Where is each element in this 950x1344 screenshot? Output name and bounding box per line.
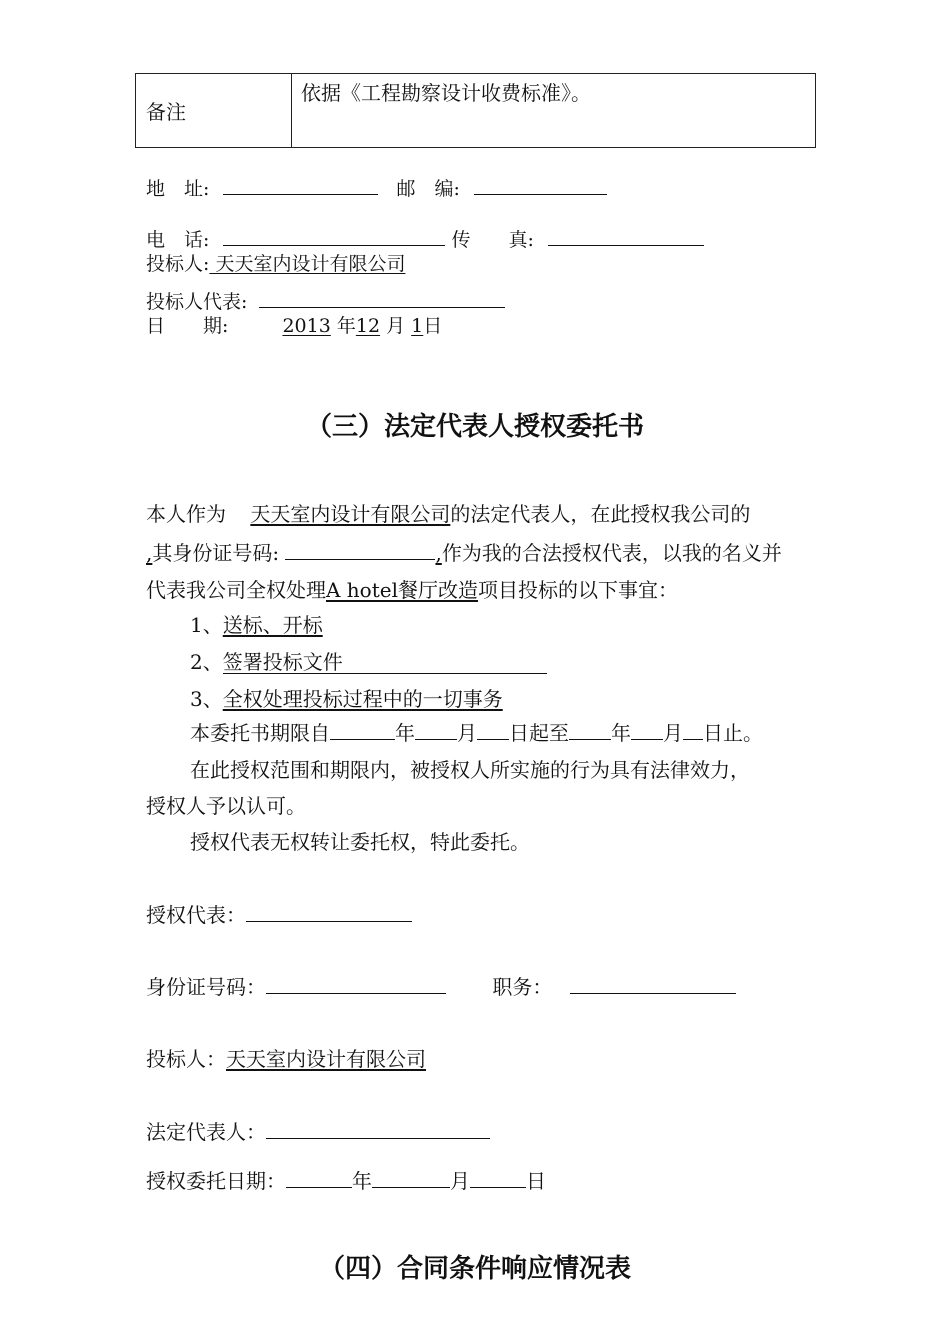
address-line xyxy=(146,174,607,201)
list-item xyxy=(190,609,323,638)
para3-line: 授权代表无权转让委托权，特此委托。 xyxy=(190,830,530,854)
intro-comma-1: , xyxy=(146,541,153,565)
date-month-unit: 月 xyxy=(386,315,406,337)
item-1-text: 送标、开标 xyxy=(222,613,323,637)
auth-date-day-blank xyxy=(470,1169,526,1188)
intro-text-1: 本人作为 xyxy=(146,502,226,526)
date-label: 日 期: xyxy=(146,315,229,337)
intro-text-4: 其身份证号码: xyxy=(152,541,280,565)
auth-rep-label: 授权代表： xyxy=(146,903,246,927)
item-3-number: 3、 xyxy=(190,687,223,711)
intro-text-2: 的法定代表人，在此授权我公司的 xyxy=(450,502,751,526)
period-start-day-blank xyxy=(477,721,509,740)
intro-comma-2: , xyxy=(435,541,442,565)
auth-date-year-blank xyxy=(286,1169,352,1188)
intro-text-8: 项目投标的以下事宜： xyxy=(478,578,678,602)
period-line xyxy=(190,717,763,746)
date-year-unit: 年 xyxy=(336,315,356,337)
fax-blank xyxy=(548,227,704,246)
auth-rep-line xyxy=(146,899,412,928)
legal-rep-line xyxy=(146,1116,490,1145)
bidder-rep-line xyxy=(146,287,505,314)
fax-label: 传 真: xyxy=(451,229,534,251)
id-label: 身份证号码： xyxy=(146,975,266,999)
date-month: 12 xyxy=(355,315,381,337)
date-year: 2013 xyxy=(282,315,331,337)
address-label: 地 址: xyxy=(146,178,210,200)
intro-line-3 xyxy=(146,574,678,603)
bidder-label: 投标人: xyxy=(146,253,210,275)
item-2-text: 签署投标文件 xyxy=(223,651,547,674)
period-text-5: 年 xyxy=(611,721,631,745)
list-item xyxy=(190,646,547,675)
phone-line xyxy=(146,225,704,252)
section4-title: （四）合同条件响应情况表 xyxy=(318,1254,631,1284)
para2-line-2: 授权人予以认可。 xyxy=(146,794,306,818)
item-2-number: 2、 xyxy=(190,650,223,674)
period-start-month-blank xyxy=(415,721,457,740)
list-item xyxy=(190,683,503,712)
project-name: A hotel餐厅改造 xyxy=(326,578,478,602)
id-blank xyxy=(266,975,446,994)
period-text-3: 月 xyxy=(457,721,477,745)
period-end-month-blank xyxy=(631,721,663,740)
intro-line-1 xyxy=(146,498,750,527)
phone-blank xyxy=(223,227,445,246)
remarks-table xyxy=(135,73,816,148)
para2-line-1: 在此授权范围和期限内，被授权人所实施的行为具有法律效力， xyxy=(190,758,750,782)
bidder-label-2: 投标人： xyxy=(146,1047,226,1071)
auth-rep-blank xyxy=(246,903,412,922)
auth-date-month: 月 xyxy=(450,1169,470,1193)
bidder-line-2 xyxy=(146,1043,426,1072)
id-number-blank xyxy=(285,541,435,560)
period-end-year-blank xyxy=(569,721,611,740)
bidder-value-2: 天天室内设计有限公司 xyxy=(226,1047,426,1071)
auth-date-year: 年 xyxy=(352,1169,372,1193)
bidder-line xyxy=(146,249,405,276)
remarks-label: 备注 xyxy=(136,74,292,148)
postcode-blank xyxy=(474,176,607,195)
auth-date-day: 日 xyxy=(526,1169,546,1193)
id-position-line xyxy=(146,971,736,1000)
date-line xyxy=(146,311,442,338)
section3-title: （三）法定代表人授权委托书 xyxy=(305,412,644,442)
position-blank xyxy=(570,975,736,994)
intro-line-2 xyxy=(146,537,782,566)
period-end-day-blank xyxy=(683,721,703,740)
bidder-value: 天天室内设计有限公司 xyxy=(209,253,406,275)
auth-date-label: 授权委托日期： xyxy=(146,1169,286,1193)
date-day: 1 xyxy=(411,315,424,337)
auth-date-month-blank xyxy=(372,1169,450,1188)
intro-text-7: 代表我公司全权处理 xyxy=(146,578,326,602)
legal-rep-label: 法定代表人： xyxy=(146,1120,266,1144)
period-start-year-blank xyxy=(330,721,395,740)
address-blank xyxy=(223,176,378,195)
bidder-rep-label: 投标人代表: xyxy=(146,291,248,313)
remarks-value: 依据《工程勘察设计收费标准》。 xyxy=(292,74,816,148)
period-text-7: 日止。 xyxy=(703,721,763,745)
period-text-6: 月 xyxy=(663,721,683,745)
item-3-text: 全权处理投标过程中的一切事务 xyxy=(222,687,503,711)
company-name: 天天室内设计有限公司 xyxy=(250,502,451,526)
auth-date-line xyxy=(146,1165,546,1194)
position-label: 职务： xyxy=(492,975,553,999)
date-day-unit: 日 xyxy=(423,315,443,337)
period-text-1: 本委托书期限自 xyxy=(190,721,330,745)
bidder-rep-blank xyxy=(259,289,505,308)
intro-text-6: 作为我的合法授权代表，以我的名义并 xyxy=(441,541,782,565)
table-row xyxy=(136,74,816,148)
item-1-number: 1、 xyxy=(190,613,223,637)
period-text-4: 日起至 xyxy=(509,721,569,745)
phone-label: 电 话: xyxy=(146,229,210,251)
postcode-label: 邮 编: xyxy=(396,178,460,200)
period-text-2: 年 xyxy=(395,721,415,745)
legal-rep-blank xyxy=(266,1120,490,1139)
